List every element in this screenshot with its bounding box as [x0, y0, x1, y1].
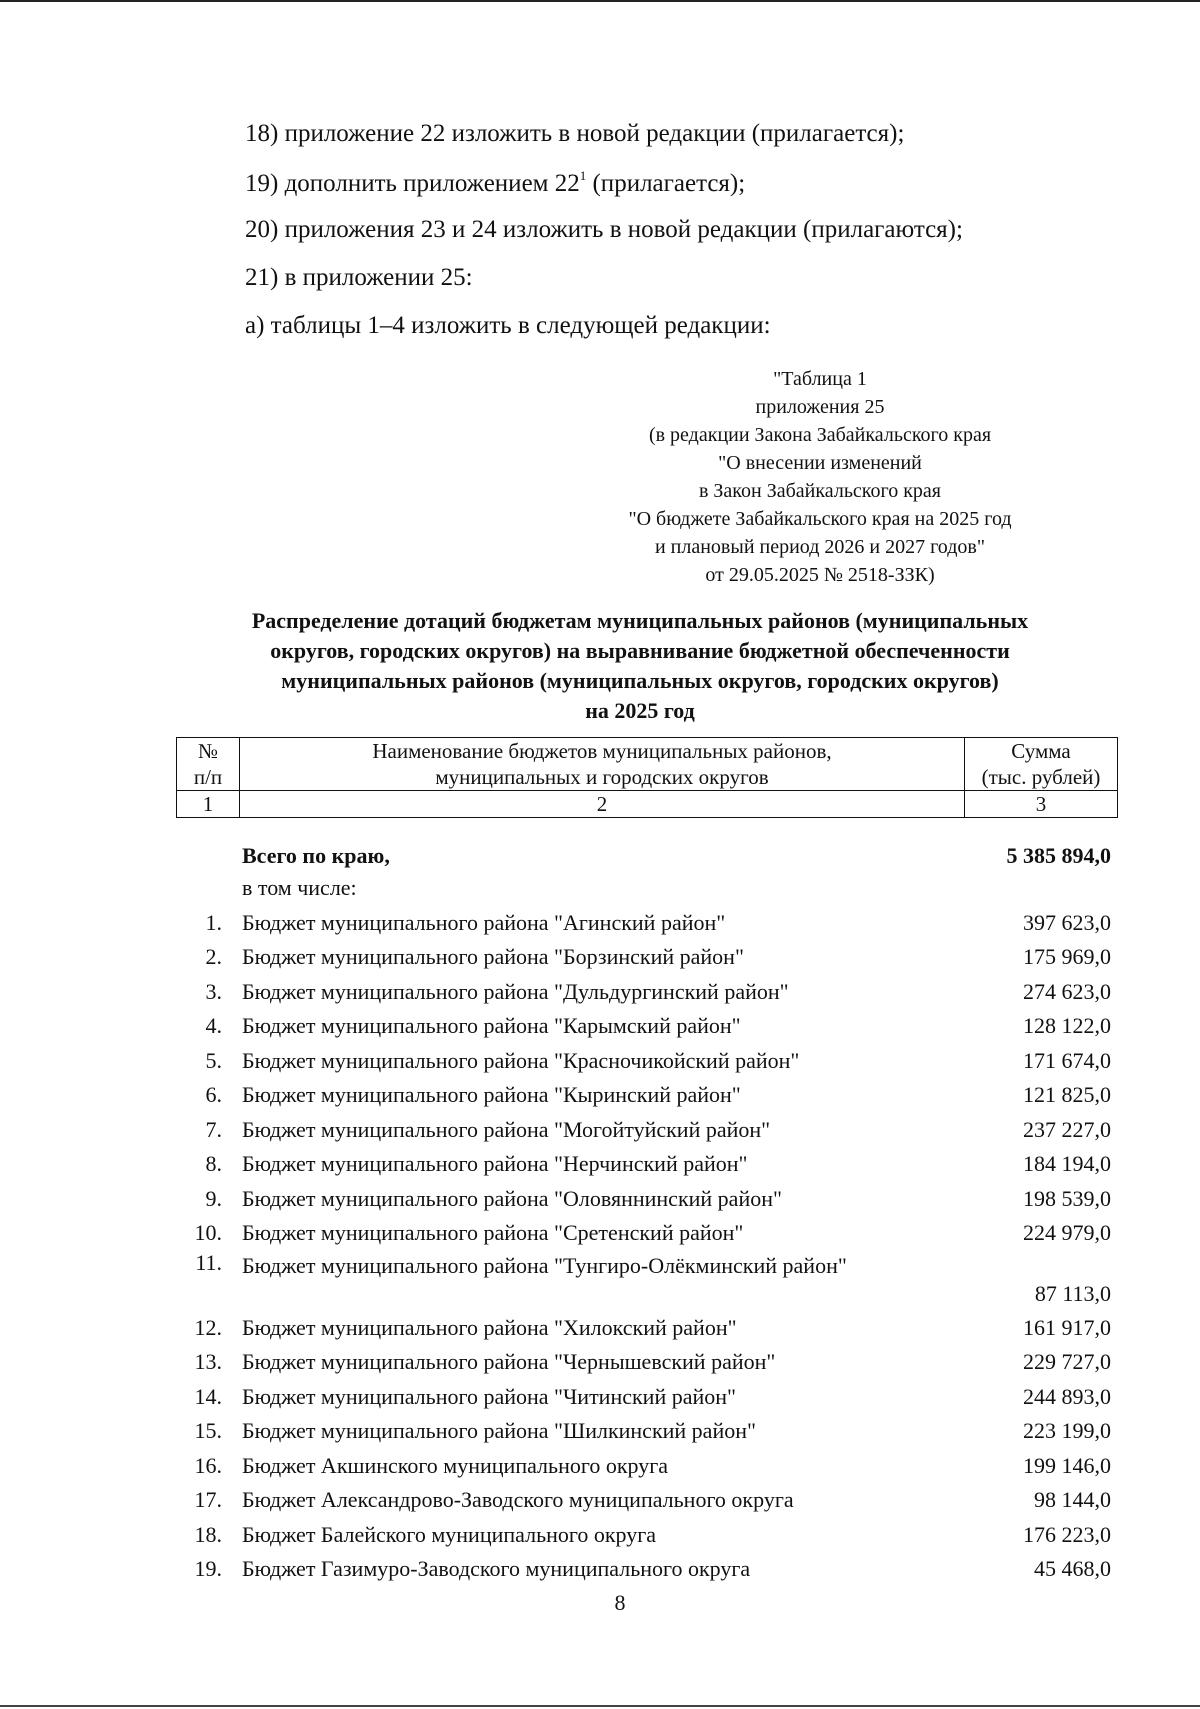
row-name: Бюджет муниципального района "Могойтуйский район" — [242, 1117, 771, 1142]
row-name: Бюджет Балейского муниципального округа — [242, 1522, 657, 1547]
paragraph-a: а) таблицы 1–4 изложить в следующей редакции: — [245, 312, 771, 339]
row-number: 16. — [194, 1453, 222, 1478]
row-number: 17. — [194, 1487, 222, 1512]
row-value: 184 194,0 — [1023, 1151, 1111, 1176]
table-row — [0, 979, 1200, 1011]
table-header — [176, 737, 1118, 818]
header-sum-line2: (тыс. рублей) — [981, 765, 1101, 789]
row-value: 274 623,0 — [1023, 979, 1111, 1004]
row-number: 2. — [205, 944, 222, 969]
row-value: 229 727,0 — [1023, 1349, 1111, 1374]
paragraph-19 — [245, 168, 745, 198]
paragraph-19-text: 19) дополнить приложением 22 — [245, 170, 580, 197]
row-value: 176 223,0 — [1023, 1522, 1111, 1547]
attachment-line: "Таблица 1 — [773, 368, 867, 390]
header-number-line2: п/п — [193, 765, 223, 789]
row-value: 128 122,0 — [1023, 1013, 1111, 1038]
row-number: 12. — [194, 1315, 222, 1340]
row-value: 223 199,0 — [1023, 1418, 1111, 1443]
row-number: 4. — [205, 1013, 222, 1038]
row-value: 244 893,0 — [1023, 1384, 1111, 1409]
page-number: 8 — [614, 1590, 626, 1615]
header-name-line2: муниципальных и городских округов — [435, 765, 769, 789]
row-value: 397 623,0 — [1023, 910, 1111, 935]
attachment-line: и плановый период 2026 и 2027 годов" — [654, 536, 986, 558]
table-row — [0, 1522, 1200, 1554]
top-scan-edge — [0, 0, 1200, 2]
row-value: 121 825,0 — [1023, 1082, 1111, 1107]
attachment-note — [560, 365, 1080, 589]
subtotal-caption: в том числе: — [242, 875, 357, 900]
table-row — [0, 1418, 1200, 1450]
row-number: 10. — [194, 1220, 222, 1245]
table-row — [0, 1048, 1200, 1080]
table-row — [0, 1250, 1200, 1312]
row-number: 18. — [194, 1522, 222, 1547]
row-name: Бюджет муниципального района "Нерчинский район" — [242, 1151, 748, 1176]
total-label: Всего по краю, — [242, 843, 390, 868]
paragraph-21: 21) в приложении 25: — [245, 264, 473, 291]
header-number-line1: № — [197, 739, 219, 763]
table-row — [0, 1315, 1200, 1347]
row-name: Бюджет муниципального района "Борзинский район" — [242, 944, 744, 969]
total-row — [0, 843, 1200, 875]
row-value: 87 113,0 — [1034, 1281, 1111, 1306]
row-value: 199 146,0 — [1023, 1453, 1111, 1478]
column-index-2: 2 — [240, 791, 965, 818]
row-number: 13. — [194, 1349, 222, 1374]
row-number: 9. — [205, 1186, 222, 1211]
row-value: 224 979,0 — [1023, 1220, 1111, 1245]
row-name: Бюджет муниципального района "Тунгиро-Олёкминский район" — [242, 1253, 847, 1278]
table-row — [0, 910, 1200, 942]
row-value: 237 227,0 — [1023, 1117, 1111, 1142]
row-value: 198 539,0 — [1023, 1186, 1111, 1211]
attachment-line: приложения 25 — [755, 396, 885, 418]
row-number: 5. — [205, 1048, 222, 1073]
table-row — [0, 1117, 1200, 1149]
row-name: Бюджет Газимуро-Заводского муниципального округа — [242, 1556, 751, 1581]
row-number: 7. — [205, 1117, 222, 1142]
row-number: 3. — [205, 979, 222, 1004]
table-row — [0, 1186, 1200, 1218]
row-number: 11. — [195, 1250, 222, 1275]
row-name: Бюджет муниципального района "Чернышевский район" — [242, 1349, 776, 1374]
table-row — [0, 1556, 1200, 1588]
row-name: Бюджет Александрово-Заводского муниципального округа — [242, 1487, 794, 1512]
row-name: Бюджет муниципального района "Дульдургинский район" — [242, 979, 789, 1004]
paragraph-20: 20) приложения 23 и 24 изложить в новой редакции (прилагаются); — [245, 216, 963, 243]
attachment-line: "О бюджете Забайкальского края на 2025 год — [628, 508, 1012, 530]
table-header-row — [177, 738, 1118, 791]
table-row — [0, 944, 1200, 976]
table-title — [160, 606, 1120, 726]
row-number: 6. — [205, 1082, 222, 1107]
column-index-3: 3 — [965, 791, 1118, 818]
row-value: 171 674,0 — [1023, 1048, 1111, 1073]
table-row — [0, 1384, 1200, 1416]
row-name: Бюджет муниципального района "Карымский район" — [242, 1013, 741, 1038]
table-title-line: округов, городских округов) на выравнивание бюджетной обеспеченности — [270, 638, 1010, 663]
row-name: Бюджет муниципального района "Читинский район" — [242, 1384, 737, 1409]
column-index-1: 1 — [177, 791, 240, 818]
column-index-row — [177, 791, 1118, 818]
row-value: 98 144,0 — [1034, 1487, 1111, 1512]
row-name: Бюджет муниципального района "Агинский район" — [242, 910, 726, 935]
table-title-line: на 2025 год — [585, 698, 695, 723]
row-number: 14. — [194, 1384, 222, 1409]
row-number: 1. — [205, 910, 222, 935]
paragraph-19-superscript: 1 — [579, 168, 587, 183]
table-row — [0, 1151, 1200, 1183]
table-row — [0, 1220, 1200, 1252]
row-number: 15. — [194, 1418, 222, 1443]
table-row — [0, 1349, 1200, 1381]
total-value: 5 385 894,0 — [1006, 843, 1111, 868]
row-name: Бюджет муниципального района "Сретенский район" — [242, 1220, 744, 1245]
table-row — [0, 1487, 1200, 1519]
row-value: 45 468,0 — [1034, 1556, 1111, 1581]
paragraph-19-tail: (прилагается); — [586, 170, 746, 197]
table-row — [0, 1082, 1200, 1114]
row-name: Бюджет Акшинского муниципального округа — [242, 1453, 669, 1478]
row-number: 19. — [194, 1556, 222, 1581]
row-name: Бюджет муниципального района "Кыринский район" — [242, 1082, 741, 1107]
table-row — [0, 1453, 1200, 1485]
row-name: Бюджет муниципального района "Оловяннинский район" — [242, 1186, 782, 1211]
header-sum-line1: Сумма — [1011, 739, 1071, 763]
header-sum-cell — [965, 738, 1118, 791]
subtotal-caption-row — [0, 875, 1200, 907]
row-name: Бюджет муниципального района "Шилкинский район" — [242, 1418, 756, 1443]
row-name: Бюджет муниципального района "Красночикойский район" — [242, 1048, 800, 1073]
header-name-line1: Наименование бюджетов муниципальных районов, — [372, 739, 832, 763]
paragraph-18: 18) приложение 22 изложить в новой редакции (прилагается); — [245, 120, 905, 147]
attachment-line: "О внесении изменений — [718, 452, 922, 474]
bottom-scan-edge — [0, 1705, 1200, 1707]
table-row — [0, 1013, 1200, 1045]
header-number-cell — [177, 738, 240, 791]
row-value: 161 917,0 — [1023, 1315, 1111, 1340]
table-title-line: муниципальных районов (муниципальных округов, городских округов) — [281, 668, 999, 693]
attachment-line: от 29.05.2025 № 2518-ЗЗК) — [705, 564, 935, 586]
attachment-line: в Закон Забайкальского края — [698, 480, 942, 502]
row-name: Бюджет муниципального района "Хилокский район" — [242, 1315, 737, 1340]
header-name-cell — [240, 738, 965, 791]
row-number: 8. — [205, 1151, 222, 1176]
attachment-line: (в редакции Закона Забайкальского края — [648, 424, 992, 446]
row-value: 175 969,0 — [1023, 944, 1111, 969]
table-title-line: Распределение дотаций бюджетам муниципальных районов (муниципальных — [251, 608, 1029, 633]
